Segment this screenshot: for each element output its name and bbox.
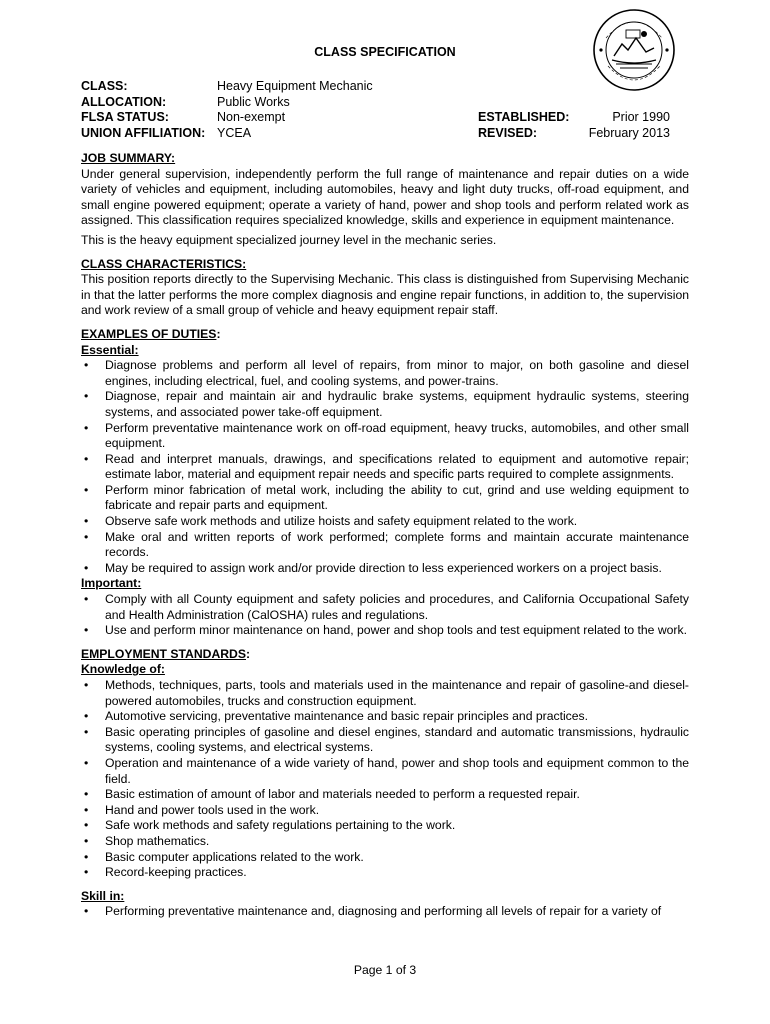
- knowledge-list: [81, 678, 689, 881]
- class-label: CLASS:: [81, 79, 128, 93]
- class-value: Heavy Equipment Mechanic: [217, 79, 373, 93]
- list-item: • Perform minor fabrication of metal work, including the ability to cut, grind and use welding equipment to fabricate and repair parts and equipment.: [81, 483, 689, 514]
- list-item: • Basic estimation of amount of labor and materials needed to perform a requested repair.: [81, 787, 689, 803]
- allocation-value: Public Works: [217, 95, 290, 109]
- list-item: • Make oral and written reports of work performed; complete forms and maintain accurate maintenance records.: [81, 530, 689, 561]
- job-summary-note: This is the heavy equipment specialized journey level in the mechanic series.: [81, 232, 497, 247]
- revised-value: February 2013: [588, 126, 670, 140]
- header-row-allocation: [81, 94, 691, 110]
- class-characteristics-heading: CLASS CHARACTERISTICS:: [81, 256, 247, 271]
- flsa-value: Non-exempt: [217, 110, 286, 124]
- header-row-union: [81, 125, 691, 141]
- list-item: • Methods, techniques, parts, tools and materials used in the maintenance and repair of gasoline-and diesel-powered automobiles, trucks and construction equipment.: [81, 678, 689, 709]
- list-item: • Shop mathematics.: [81, 834, 689, 850]
- job-summary-heading: JOB SUMMARY:: [81, 151, 176, 165]
- list-item: • Perform preventative maintenance work on off-road equipment, heavy trucks, automobiles, and other small equipment.: [81, 421, 689, 452]
- list-item: • May be required to assign work and/or provide direction to less experienced workers on a project basis.: [81, 561, 689, 577]
- list-item: • Basic operating principles of gasoline and diesel engines, standard and automatic transmissions, hydraulic systems, cooling systems, and electrical systems.: [81, 725, 689, 756]
- established-value: Prior 1990: [612, 110, 670, 124]
- list-item: • Read and interpret manuals, drawings, and specifications related to equipment and automotive repair; estimate labor, material and equipment repair needs and specific parts required to complete assignments.: [81, 452, 689, 483]
- list-item: • Hand and power tools used in the work.: [81, 803, 689, 819]
- union-value: YCEA: [217, 126, 252, 140]
- header-row-flsa: [81, 109, 691, 125]
- list-item: • Diagnose, repair and maintain air and hydraulic brake systems, equipment hydraulic systems, steering systems, and associated power take-off equipment.: [81, 389, 689, 420]
- flsa-label: FLSA STATUS:: [81, 110, 169, 124]
- list-item: • Observe safe work methods and utilize hoists and safety equipment related to the work.: [81, 514, 689, 530]
- established-label: ESTABLISHED:: [478, 110, 570, 124]
- skill-list: [81, 904, 689, 920]
- list-item: • Basic computer applications related to the work.: [81, 850, 689, 866]
- list-item: • Operation and maintenance of a wide variety of hand, power and shop tools and equipment common to the field.: [81, 756, 689, 787]
- header-row-class: [81, 78, 691, 94]
- revised-label: REVISED:: [478, 126, 538, 140]
- union-label: UNION AFFILIATION:: [81, 126, 206, 140]
- list-item: • Safe work methods and safety regulations pertaining to the work.: [81, 818, 689, 834]
- list-item: • Record-keeping practices.: [81, 865, 689, 881]
- class-characteristics-paragraph: This position reports directly to the Supervising Mechanic. This class is distinguished from Supervising Mechanic in that the latter performs the more complex diagnosis and engine repair functions, in addition to, the supervision and work review of a small group of vehicle and heavy equipment repair staff.: [81, 272, 689, 318]
- essential-duties-list: [81, 358, 689, 576]
- important-duties-list: [81, 592, 689, 639]
- knowledge-label: Knowledge of:: [81, 662, 165, 677]
- job-summary-paragraph: Under general supervision, independently perform the full range of maintenance and repair duties on a wide variety of vehicles and equipment, including automobiles, heavy and light duty trucks, off-road equipment, and small engine powered equipment; operate a variety of hand, power and shop tools and perform related work as assigned. This classification requires specialized knowledge, skills and experience in equipment maintenance.: [81, 166, 689, 228]
- list-item: • Diagnose problems and perform all level of repairs, from minor to major, on both gasoline and diesel engines, including electrical, fuel, and cooling systems, and power-trains.: [81, 358, 689, 389]
- list-item: • Performing preventative maintenance and, diagnosing and performing all levels of repair for a variety of: [81, 904, 689, 920]
- important-label: Important:: [81, 576, 142, 591]
- allocation-label: ALLOCATION:: [81, 95, 167, 109]
- essential-label: Essential:: [81, 342, 139, 357]
- list-item: • Automotive servicing, preventative maintenance and basic repair principles and practices.: [81, 709, 689, 725]
- skill-label: Skill in:: [81, 888, 125, 903]
- page-number: Page 1 of 3: [353, 963, 417, 977]
- document-body: [81, 151, 689, 920]
- list-item: • Comply with all County equipment and safety policies and procedures, and California Occupational Safety and Health Administration (CalOSHA) rules and regulations.: [81, 592, 689, 623]
- duties-heading: EXAMPLES OF DUTIES:: [81, 326, 221, 341]
- list-item: • Use and perform minor maintenance on hand, power and shop tools and test equipment related to the work.: [81, 623, 689, 639]
- employment-standards-heading: EMPLOYMENT STANDARDS:: [81, 646, 251, 661]
- document-title: CLASS SPECIFICATION: [314, 45, 456, 59]
